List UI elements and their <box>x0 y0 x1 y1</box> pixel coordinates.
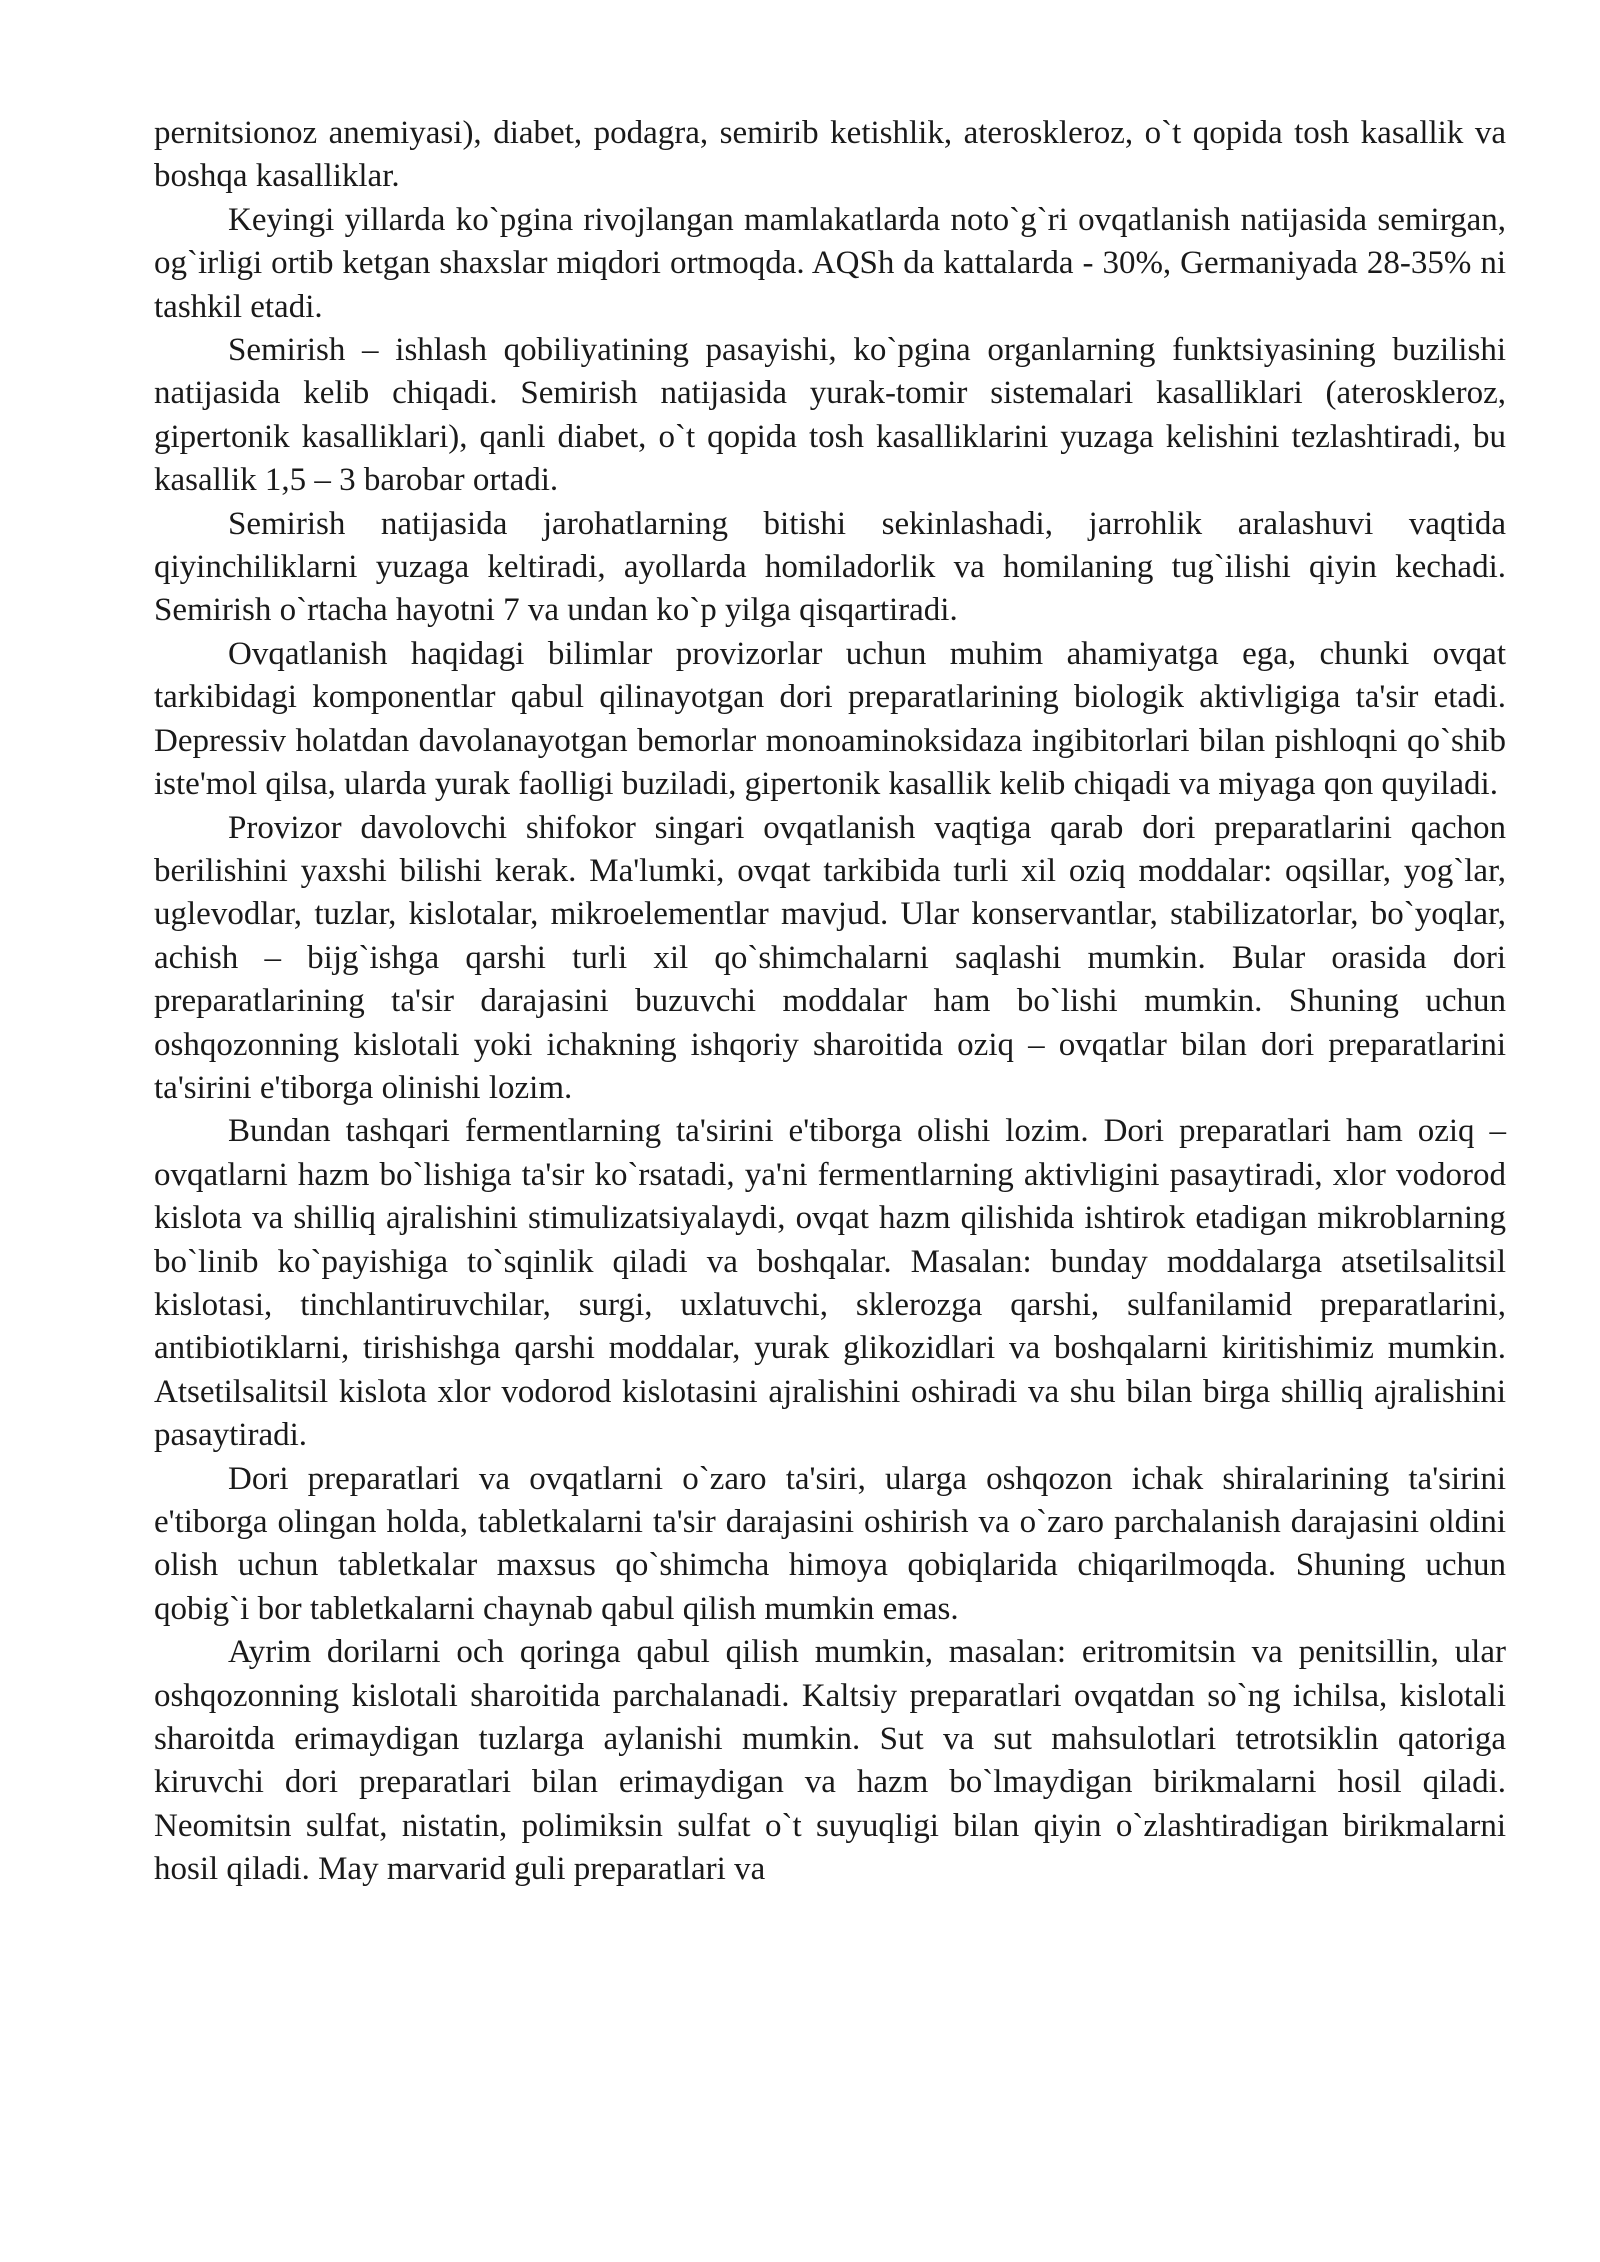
paragraph-empty-stomach: Ayrim dorilarni och qoringa qabul qilish mumkin, masalan: eritromitsin va penitsillin, ular oshqozonning kislotali sharoitida parchalanadi. Kaltsiy preparatlari ovqatdan so`ng ichilsa, kislotali sharoitda erimaydigan tuzlarga aylanishi mumkin. Sut va sut mahsulotlari tetrotsiklin qatoriga kiruvchi dori preparatlari bilan erimaydigan va hazm bo`lmaydigan birikmalarni hosil qiladi. Neomitsin sulfat, nistatin, polimiksin sulfat o`t suyuqligi bilan qiyin o`zlashtiradigan birikmalarni hosil qiladi. May marvarid guli preparatlari va <box>154 1634 1506 1888</box>
paragraph-nutrition-knowledge: Ovqatlanish haqidagi bilimlar provizorlar uchun muhim ahamiyatga ega, chunki ovqat tarkibidagi komponentlar qabul qilinayotgan dori preparatlarining biologik aktivligiga ta'sir etadi. Depressiv holatdan davolanayotgan bemorlar monoaminoksidaza ingibitorlari bilan pishloqni qo`shib iste'mol qilsa, ularda yurak faolligi buziladi, gipertonik kasallik kelib chiqadi va miyaga qon quyiladi. <box>154 635 1506 803</box>
paragraph-enzymes: Bundan tashqari fermentlarning ta'sirini e'tiborga olishi lozim. Dori preparatlari ham oziq – ovqatlarni hazm bo`lishiga ta'sir ko`rsatadi, ya'ni fermentlarning aktivligini pasaytiradi, xlor vodorod kislota va shilliq ajralishini stimulizatsiyalaydi, ovqat hazm qilishida ishtirok etadigan mikroblarning bo`linib ko`payishiga to`sqinlik qiladi va boshqalar. Masalan: bunday moddalarga atsetilsalitsil kislotasi, tinchlantiruvchilar, surgi, uxlatuvchi, sklerozga qarshi, sulfanilamid preparatlarini, antibiotiklarni, tirishishga qarshi moddalar, yurak glikozidlari va boshqalarni kiritishimiz mumkin. Atsetilsalitsil kislota xlor vodorod kislotasini ajralishini oshiradi va shu bilan birga shilliq ajralishini pasaytiradi. <box>154 1113 1506 1454</box>
paragraph-obesity-effects: Semirish – ishlash qobiliyatining pasayishi, ko`pgina organlarning funktsiyasining buzilishi natijasida kelib chiqadi. Semirish natijasida yurak-tomir sistemalari kasalliklari (ateroskleroz, gipertonik kasalliklari), qanli diabet, o`t qopida tosh kasalliklarini yuzaga kelishini tezlashtiradi, bu kasallik 1,5 – 3 barobar ortadi. <box>154 332 1506 499</box>
paragraph-tablet-coatings: Dori preparatlari va ovqatlarni o`zaro ta'siri, ularga oshqozon ichak shiralarining ta'sirini e'tiborga olingan holda, tabletkalarni ta'sir darajasini oshirish va o`zaro parchalanish darajasini oldini olish uchun tabletkalar maxsus qo`shimcha himoya qobiqlarida chiqarilmoqda. Shuning uchun qobig`i bor tabletkalarni chaynab qabul qilish mumkin emas. <box>154 1460 1506 1627</box>
paragraph-continuation: pernitsionoz anemiyasi), diabet, podagra, semirib ketishlik, ateroskleroz, o`t qopida tosh kasallik va boshqa kasalliklar. <box>154 115 1506 195</box>
paragraph-provisor-timing: Provizor davolovchi shifokor singari ovqatlanish vaqtiga qarab dori preparatlarini qachon berilishini yaxshi bilishi kerak. Ma'lumki, ovqat tarkibida turli xil oziq moddalar: oqsillar, yog`lar, uglevodlar, tuzlar, kislotalar, mikroelementlar mavjud. Ular konservantlar, stabilizatorlar, bo`yoqlar, achish – bijg`ishga qarshi turli xil qo`shimchalarni saqlashi mumkin. Bular orasida dori preparatlarining ta'sir darajasini buzuvchi moddalar ham bo`lishi mumkin. Shuning uchun oshqozonning kislotali yoki ichakning ishqoriy sharoitida oziq – ovqatlar bilan dori preparatlarini ta'sirini e'tiborga olinishi lozim. <box>154 809 1506 1106</box>
paragraph-obesity-statistics: Keyingi yillarda ko`pgina rivojlangan mamlakatlarda noto`g`ri ovqatlanish natijasida semirgan, og`irligi ortib ketgan shaxslar miqdori ortmoqda. AQSh da kattalarda - 30%, Germaniyada 28-35% ni tashkil etadi. <box>154 201 1506 325</box>
paragraph-obesity-complications: Semirish natijasida jarohatlarning bitishi sekinlashadi, jarrohlik aralashuvi vaqtida qiyinchiliklarni yuzaga keltiradi, ayollarda homiladorlik va homilaning tug`ilishi qiyin kechadi. Semirish o`rtacha hayotni 7 va undan ko`p yilga qisqartiradi. <box>154 505 1506 629</box>
document-page <box>154 112 1506 1892</box>
